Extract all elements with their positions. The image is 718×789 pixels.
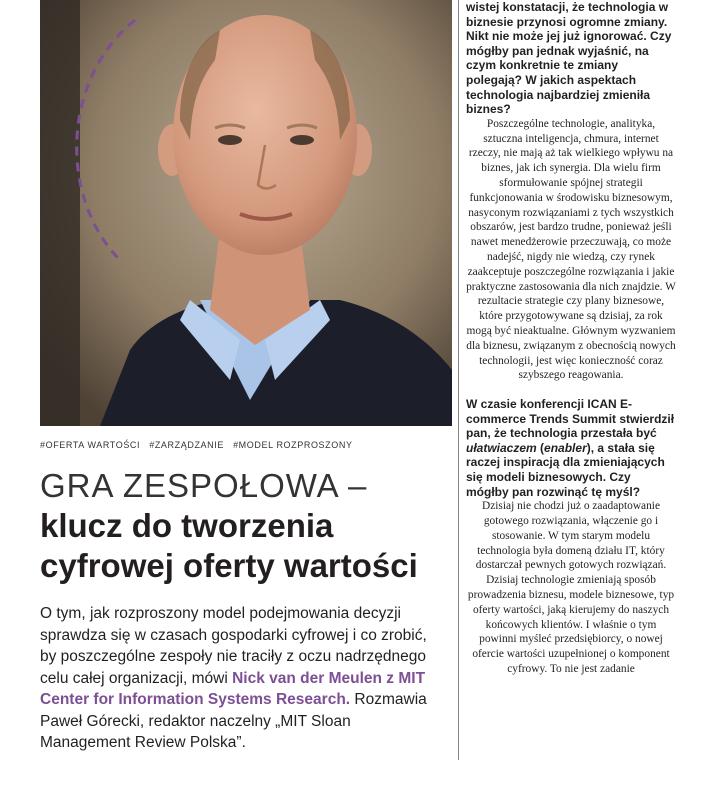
- article-tags: [40, 440, 460, 450]
- interview-answer-2: Dzisiaj nie chodzi już o zaadaptowanie gotowego rozwiązania, włączenie go i stosowanie. W tym starym modelu technologia była domeną działu IT, który dostarczał pewnych gotowych rozwiązań. Dzisiaj technologie zmieniają sposób prowadzenia biznesu, modele biznesowe, typ oferty wartości, jaką kierujemy do naszych końcowych klientów. I właśnie o tym powinni myśleć przedsiębiorcy, o nowej ofercie wartości uzupełnionej o komponent cyfrowy. To nie jest zadanie: [467, 500, 675, 676]
- headline-line-2: cyfrowej oferty wartości: [40, 547, 418, 584]
- portrait-illustration: [40, 0, 452, 426]
- interview-column: [466, 0, 676, 760]
- tag[interactable]: #ZARZĄDZANIE: [149, 440, 224, 450]
- lead-text-end: Rozmawia Paweł Górecki, redaktor naczelny „MIT Sloan Management Review Polska”.: [40, 691, 427, 751]
- article-headline: [40, 466, 460, 586]
- column-divider: [458, 0, 459, 760]
- interviewee-name: Nick van der Meulen z MIT Center for Information Systems Research.: [40, 669, 426, 708]
- headline-line-1: klucz do tworzenia: [40, 507, 334, 544]
- headline-kicker: GRA ZESPOŁOWA –: [40, 467, 368, 504]
- interview-question-2: W czasie konferencji ICAN E-commerce Trends Summit stwierdził pan, że technologia przestała być ułatwiaczem (enabler), a stała się raczej inspiracją dla zmieniających się modeli biznesowych. Czy mógłby pan rozwinąć tę myśl?: [466, 397, 675, 499]
- article-lead: [40, 603, 440, 754]
- interviewee-photo: [40, 0, 452, 426]
- tag[interactable]: #OFERTA WARTOŚCI: [40, 440, 141, 450]
- interview-answer: Poszczególne technologie, analityka, sztuczna inteligencja, chmura, internet rzeczy, nie mają aż tak wielkiego wpływu na biznes, jak ich synergia. Dla wielu firm sformułowanie spójnej strategii funkcjonowania w środowisku biznesowym, nasyconym rozwiązaniami z tych wszystkich obszarów, jest bardzo trudne, ponieważ jeśli nawet menedżerowie przeczuwają, co może nadejść, nigdy nie wiedzą, czy rynek zaakceptuje poszczególne rozwiązania i jakie praktyczne zastosowania dla nich znajdzie. W rezultacie strategie czy plany biznesowe, które przygotowywane są dzisiaj, za rok mogą być nieaktualne. Głównym wyzwaniem dla biznesu, związanym z obecnością nowych technologii, jest więc konieczność coraz szybszego reagowania.: [466, 117, 676, 382]
- interview-question: wistej konstatacji, że technologia w biznesie przynosi ogromne zmiany. Nikt nie może jej już ignorować. Czy mógłby pan jednak wyjaśnić, na czym konkretnie te zmiany polegają? W jakich aspektach technologia najbardziej zmieniła biznes?: [466, 0, 672, 117]
- lead-text: O tym, jak rozproszony model podejmowania decyzji sprawdza się w czasach gospodarki cyfrowej i co zrobić, by poszczególne zespoły nie traciły z oczu nadrzędnego celu całej organizacji, mówi: [40, 605, 427, 687]
- tag[interactable]: #MODEL ROZPROSZONY: [233, 440, 353, 450]
